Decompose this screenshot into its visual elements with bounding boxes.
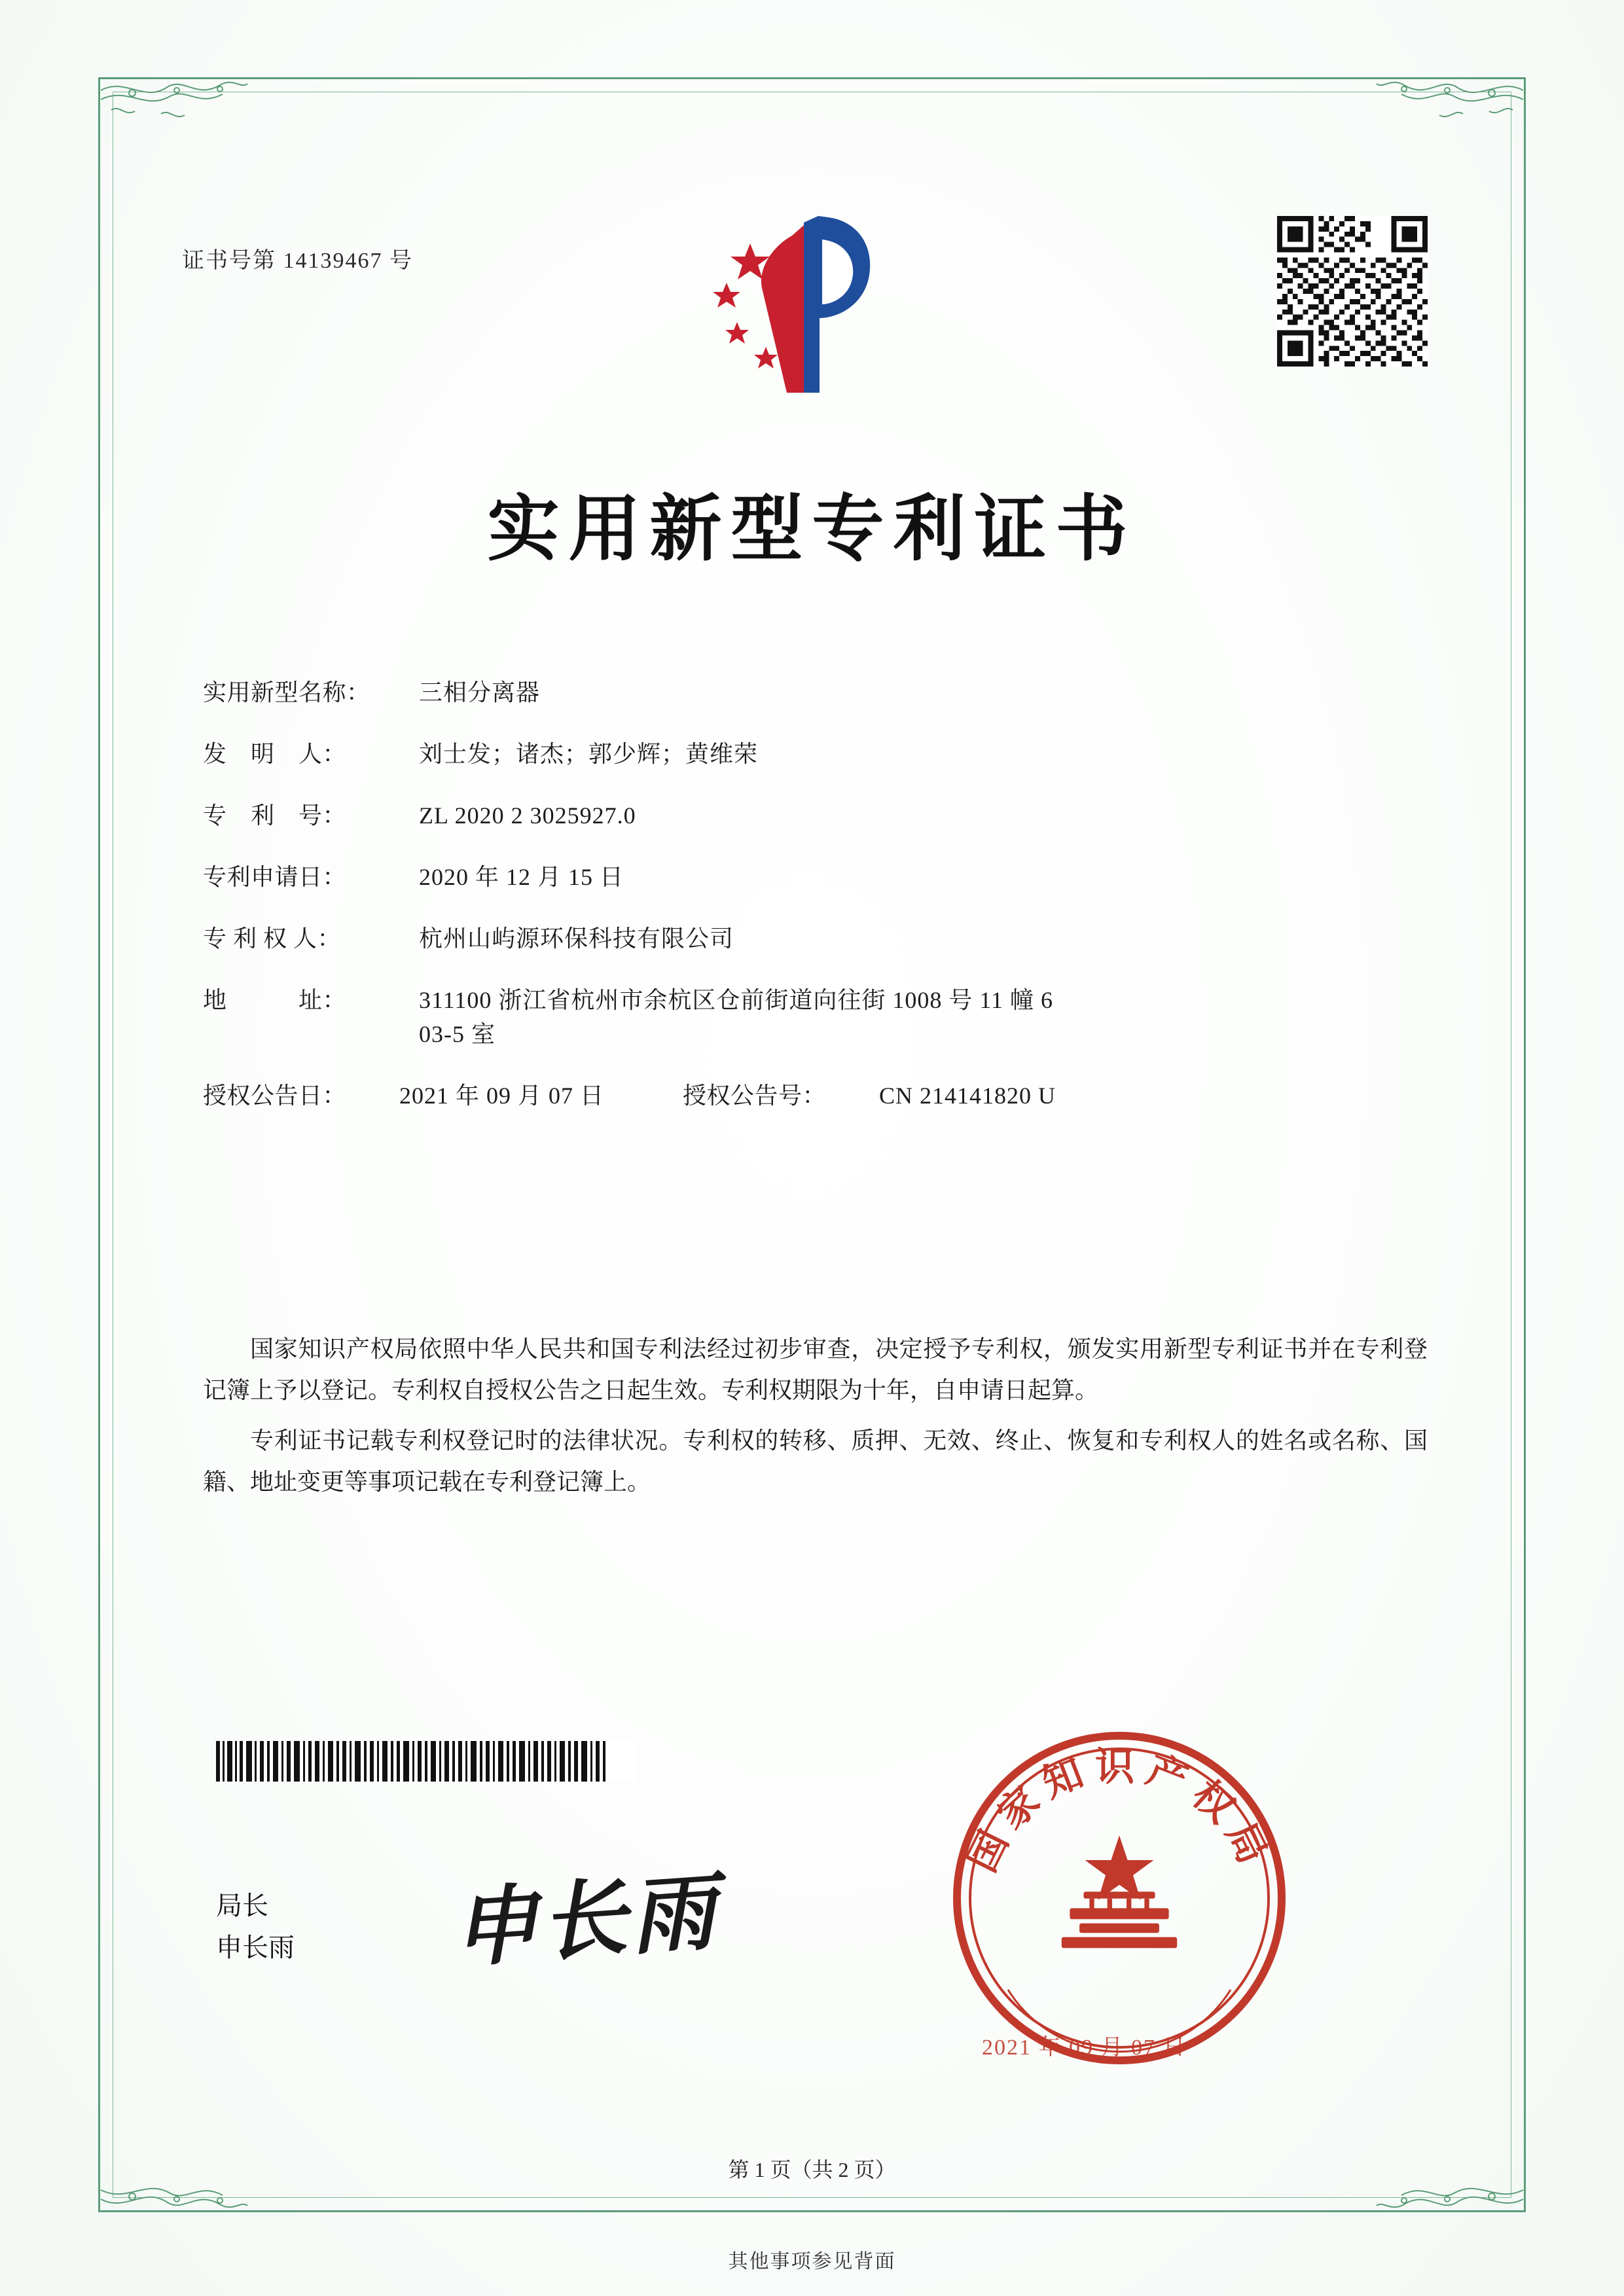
field-address xyxy=(203,988,1428,1046)
signature-role: 局长 xyxy=(216,1891,268,1920)
legal-paragraph-2: 专利证书记载专利权登记时的法律状况。专利权的转移、质押、无效、终止、恢复和专利权人的姓名或名称、国籍、地址变更等事项记载在专利登记簿上。 xyxy=(203,1427,1428,1495)
field-label: 专 利 号： xyxy=(203,802,347,829)
field-label: 授权公告号： xyxy=(683,1083,827,1109)
field-value: CN 214141820 U xyxy=(879,1083,1056,1109)
field-label: 授权公告日： xyxy=(203,1083,347,1109)
field-value: 三相分离器 xyxy=(419,679,541,706)
barcode xyxy=(216,1741,635,1782)
qr-code xyxy=(1277,216,1428,367)
field-value: 刘士发；诸杰；郭少辉；黄维荣 xyxy=(419,741,759,767)
field-label: 专利申请日： xyxy=(203,864,347,890)
field-grant-number xyxy=(683,1084,1056,1107)
address-line-2: 03-5 室 xyxy=(419,1021,496,1047)
certificate-number: 证书号第 14139467 号 xyxy=(182,249,413,273)
field-patent-number xyxy=(203,804,1428,827)
field-patentee xyxy=(203,927,1428,950)
field-value: 杭州山屿源环保科技有限公司 xyxy=(419,925,734,952)
certificate-fields xyxy=(203,681,1428,1145)
address-line-1: 311100 浙江省杭州市余杭区仓前街道向往街 1008 号 11 幢 6 xyxy=(419,987,1053,1013)
cnipa-logo-icon xyxy=(694,209,916,399)
signature-block xyxy=(216,1885,295,1969)
field-application-date xyxy=(203,865,1428,889)
official-seal xyxy=(949,1728,1290,2068)
field-inventors xyxy=(203,742,1428,766)
field-label: 地 址： xyxy=(203,987,347,1013)
field-utility-model-name xyxy=(203,681,1428,704)
field-label: 实用新型名称： xyxy=(203,679,370,706)
legal-text xyxy=(203,1329,1428,1512)
field-value xyxy=(419,988,1428,1046)
legal-paragraph-1: 国家知识产权局依照中华人民共和国专利法经过初步审查，决定授予专利权，颁发实用新型专利证书并在专利登记簿上予以登记。专利权自授权公告之日起生效。专利权期限为十年，自申请日起算。 xyxy=(203,1336,1428,1403)
handwritten-signature: 申长雨 xyxy=(448,1860,723,1980)
svg-text:国家知识产权局: 国家知识产权局 xyxy=(960,1746,1279,1879)
page-title: 实用新型专利证书 xyxy=(487,490,1137,569)
field-value: 2020 年 12 月 15 日 xyxy=(419,864,624,890)
field-label: 发 明 人： xyxy=(203,741,347,767)
field-value: 2021 年 09 月 07 日 xyxy=(399,1083,605,1109)
signature-name: 申长雨 xyxy=(216,1933,295,1962)
field-value: ZL 2020 2 3025927.0 xyxy=(419,802,636,829)
field-grant-date xyxy=(203,1084,604,1107)
footnote: 其他事项参见背面 xyxy=(728,2251,896,2272)
field-grant-row xyxy=(203,1084,1428,1107)
field-label: 专 利 权 人： xyxy=(203,925,342,952)
seal-date: 2021 年 09 月 07 日 xyxy=(982,2036,1187,2060)
page-number: 第 1 页（共 2 页） xyxy=(728,2158,896,2181)
